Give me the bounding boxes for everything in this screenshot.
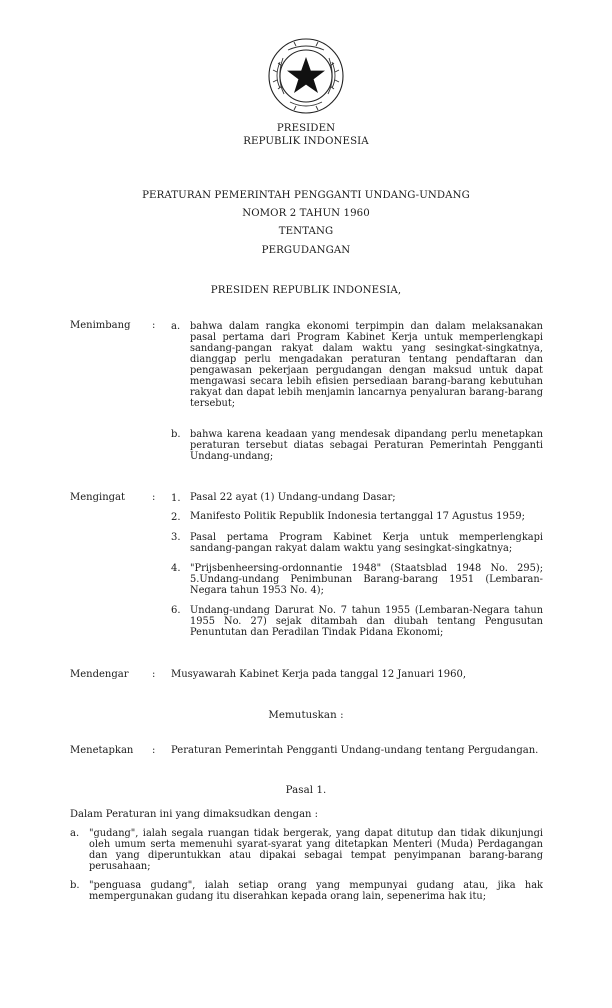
mengingat-marker-2: 2.	[171, 512, 181, 523]
pasal-1-marker-a: a.	[70, 828, 80, 839]
mengingat-colon: :	[152, 492, 156, 503]
mendengar-colon: :	[152, 669, 156, 680]
mengingat-marker-4: 4.	[171, 563, 181, 574]
menimbang-item-a: bahwa dalam rangka ekonomi terpimpin dan dalam melaksanakan pasal pertama dari Program Kabinet Kerja untuk memperlengkapi sandang-pangan rakyat dalam waktu yang sesingkat-singkatnya, dianggap perlu mengadakan peraturan tentang pendaftaran dan pengawasan pekerjaan pergudangan dengan maksud untuk dapat mengawasi secara lebih efisien persediaan barang-barang kebutuhan rakyat dan dapat lebih menjamin lancarnya penyaluran barang-barang tersebut;	[190, 321, 543, 409]
menimbang-colon: :	[152, 320, 156, 331]
mengingat-marker-6: 6.	[171, 605, 181, 616]
preamble: PRESIDEN REPUBLIK INDONESIA,	[210, 285, 402, 296]
mengingat-item-1: Pasal 22 ayat (1) Undang-undang Dasar;	[190, 492, 396, 503]
mengingat-item-4: "Prijsbenheersing-ordonnantie 1948" (Staatsblad 1948 No. 295); 5.Undang-undang Penimbunan Barang-barang 1951 (Lembaran-Negara tahun 1953 No. 4);	[190, 563, 543, 596]
menimbang-item-b: bahwa karena keadaan yang mendesak dipandang perlu menetapkan peraturan tersebut diatas sebagai Peraturan Pemerintah Pengganti Undang-undang;	[190, 429, 543, 462]
menimbang-marker-b: b.	[171, 429, 181, 440]
pasal-1-heading: Pasal 1.	[285, 785, 327, 796]
title-line-1: PERATURAN PEMERINTAH PENGGANTI UNDANG-UNDANG	[142, 190, 470, 201]
mengingat-label: Mengingat	[70, 492, 126, 503]
mengingat-item-2: Manifesto Politik Republik Indonesia tertanggal 17 Agustus 1959;	[190, 511, 525, 522]
mengingat-item-3: Pasal pertama Program Kabinet Kerja untuk memperlengkapi sandang-pangan rakyat dalam waktu yang sesingkat-singkatnya;	[190, 532, 543, 554]
menimbang-marker-a: a.	[171, 321, 181, 332]
mendengar-label: Mendengar	[70, 669, 129, 680]
mengingat-marker-1: 1.	[171, 493, 181, 504]
menetapkan-text: Peraturan Pemerintah Pengganti Undang-undang tentang Pergudangan.	[171, 745, 539, 756]
title-line-4: PERGUDANGAN	[261, 245, 351, 256]
pasal-1-marker-b: b.	[70, 880, 80, 891]
memutuskan-heading: Memutuskan :	[268, 710, 344, 721]
title-line-2: NOMOR 2 TAHUN 1960	[242, 208, 370, 219]
menetapkan-label: Menetapkan	[70, 745, 134, 756]
title-line-3: TENTANG	[278, 226, 334, 237]
menetapkan-colon: :	[152, 745, 156, 756]
menimbang-label: Menimbang	[70, 320, 131, 331]
mengingat-item-6: Undang-undang Darurat No. 7 tahun 1955 (Lembaran-Negara tahun 1955 No. 27) sejak ditambah dan diubah tentang Pengusutan Penuntutan dan Peradilan Tindak Pidana Ekonomi;	[190, 605, 543, 638]
header-line-2: REPUBLIK INDONESIA	[243, 136, 369, 147]
mendengar-text: Musyawarah Kabinet Kerja pada tanggal 12 Januari 1960,	[171, 669, 467, 680]
garuda-star-emblem	[266, 36, 346, 116]
pasal-1-item-a: "gudang", ialah segala ruangan tidak bergerak, yang dapat ditutup dan tidak dikunjungi oleh umum serta memenuhi syarat-syarat yang ditetapkan Menteri (Muda) Perdagangan dan yang diperuntukkan atau dipakai sebagai tempat penyimpanan barang-barang perusahaan;	[89, 828, 543, 872]
pasal-1-item-b: "penguasa gudang", ialah setiap orang yang mempunyai gudang atau, jika hak mempergunakan gudang itu diserahkan kepada orang lain, sepenerima hak itu;	[89, 880, 543, 902]
mengingat-marker-3: 3.	[171, 532, 181, 543]
header-line-1: PRESIDEN	[276, 123, 336, 134]
pasal-1-intro: Dalam Peraturan ini yang dimaksudkan dengan :	[70, 809, 319, 820]
